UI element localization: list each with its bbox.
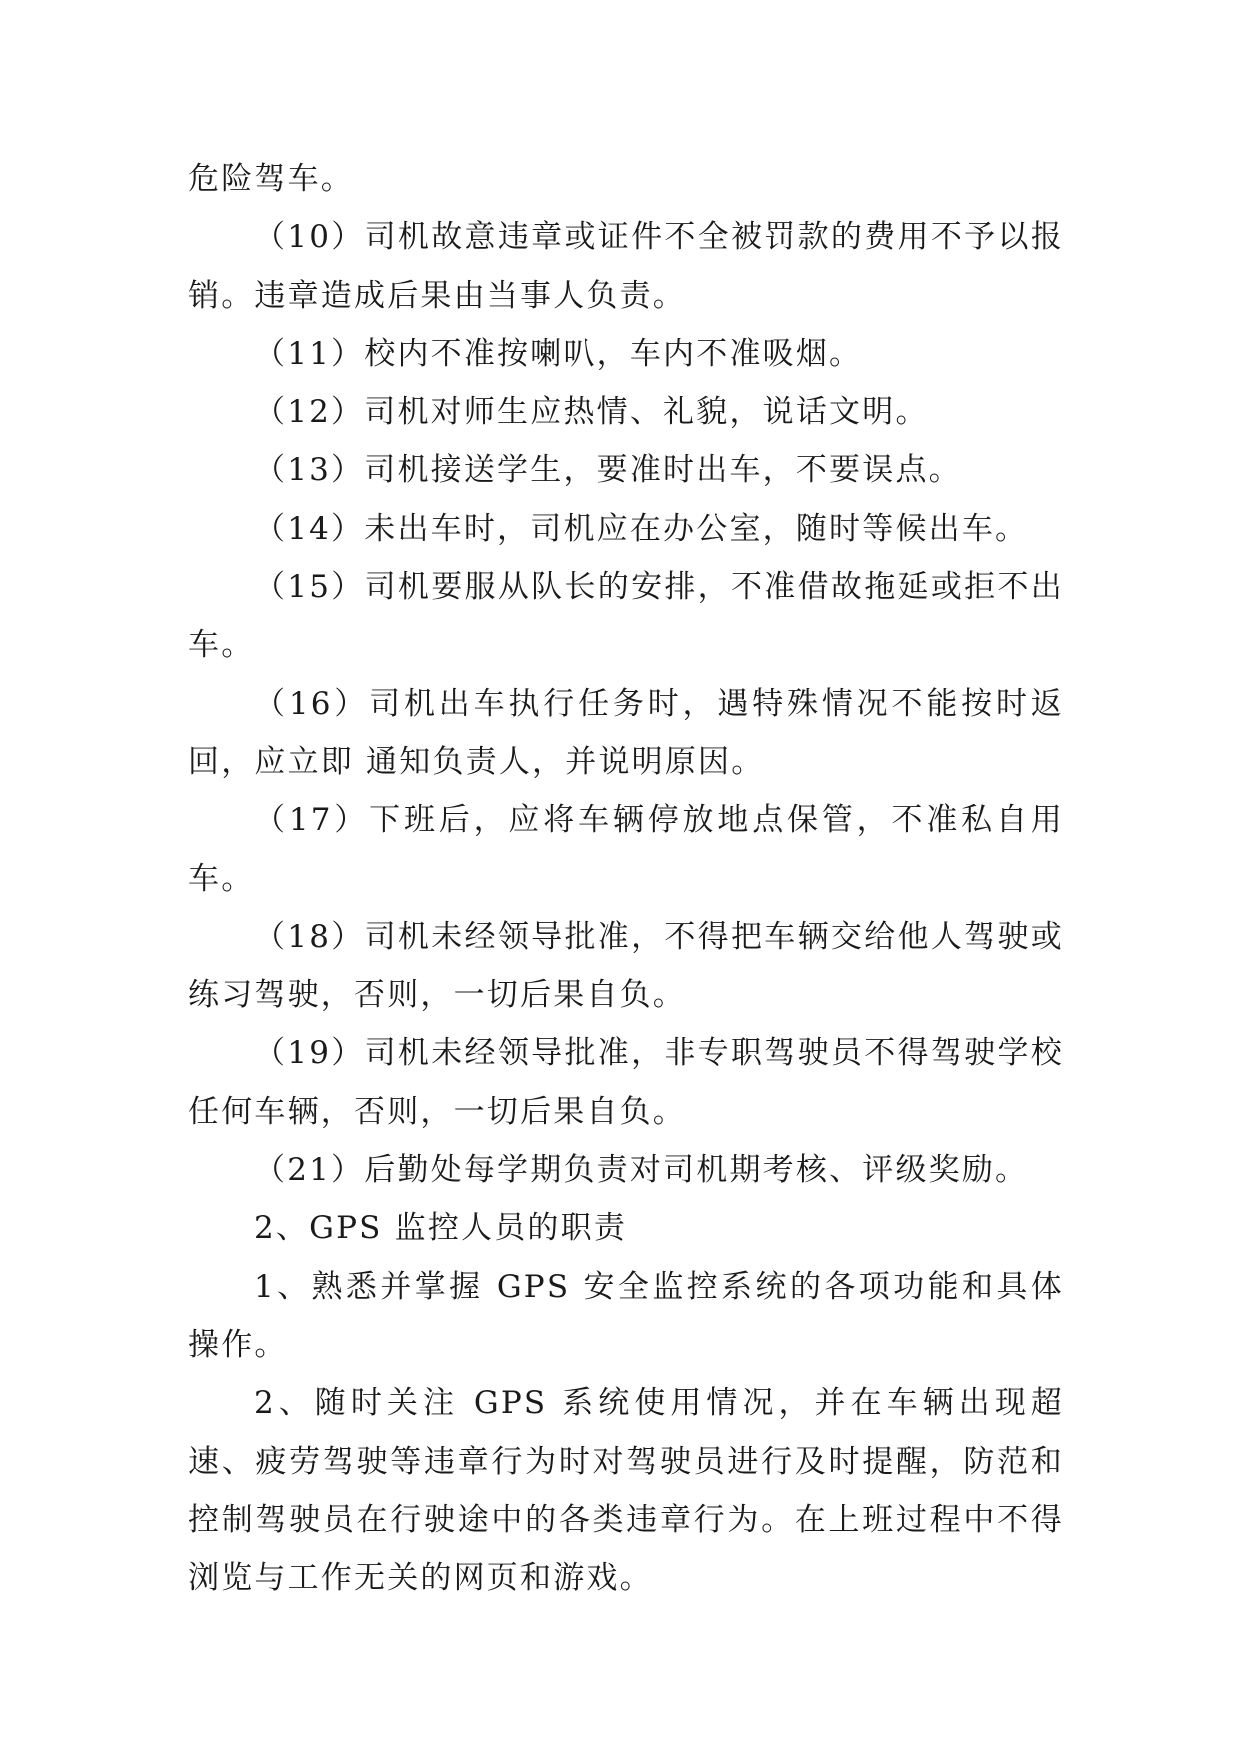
section-heading-gps-monitor-duties: 2、GPS 监控人员的职责 (254, 1210, 628, 1247)
paragraph-5: （13）司机接送学生，要准时出车，不要误点。 (254, 452, 962, 489)
paragraph-9: （17）下班后，应将车辆停放地点保管，不准私自用车。 (188, 802, 1064, 897)
document-page (188, 150, 1064, 1607)
paragraph-6: （14）未出车时，司机应在办公室，随时等候出车。 (254, 510, 1029, 547)
paragraph-8: （16）司机出车执行任务时，遇特殊情况不能按时返回，应立即 通知负责人，并说明原因。 (188, 685, 1064, 780)
paragraph-10: （18）司机未经领导批准，不得把车辆交给他人驾驶或练习驾驶，否则，一切后果自负。 (188, 918, 1064, 1014)
paragraph-7: （15）司机要服从队长的安排，不准借故拖延或拒不出车。 (188, 569, 1064, 664)
paragraph-4: （12）司机对师生应热情、礼貌，说话文明。 (254, 394, 929, 431)
paragraph-14: 1、熟悉并掌握 GPS 安全监控系统的各项功能和具体操作。 (188, 1268, 1064, 1363)
paragraph-11: （19）司机未经领导批准，非专职驾驶员不得驾驶学校任何车辆，否则，一切后果自负。 (188, 1035, 1064, 1130)
paragraph-1: 危险驾车。 (188, 161, 354, 197)
paragraph-15: 2、随时关注 GPS 系统使用情况，并在车辆出现超速、疲劳驾驶等违章行为时对驾驶员进行及时提醒，防范和控制驾驶员在行驶途中的各类违章行为。在上班过程中不得浏览与工作无关的网页和游戏。 (188, 1385, 1064, 1597)
paragraph-12: （21）后勤处每学期负责对司机期考核、评级奖励。 (254, 1152, 1029, 1189)
paragraph-3: （11）校内不准按喇叭，车内不准吸烟。 (254, 335, 863, 372)
paragraph-2: （10）司机故意违章或证件不全被罚款的费用不予以报销。违章造成后果由当事人负责。 (188, 219, 1064, 314)
